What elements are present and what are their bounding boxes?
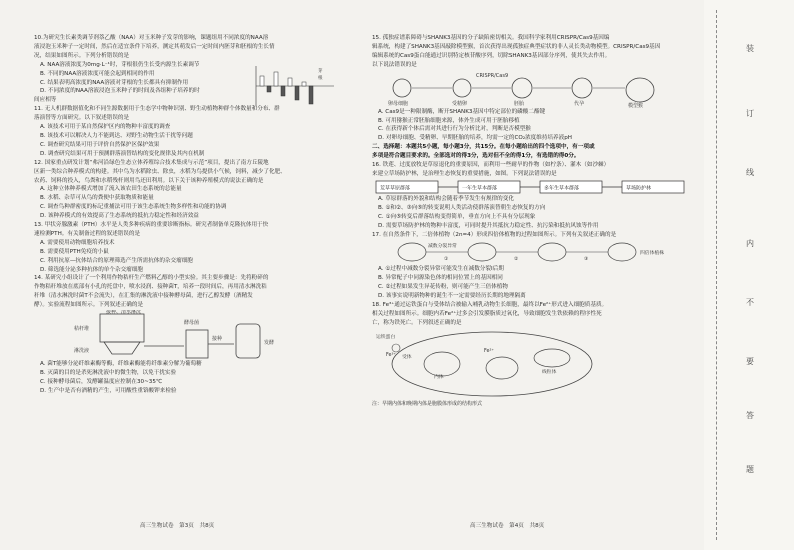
q17-figure [372, 239, 698, 265]
question-line: 农药、饲料的投入，鸟粪和水稻残杆则用鸟还田利用。以下关于该种养殖模式的说法正确的是 [34, 177, 264, 184]
question-line: D. 调查研究结果可用于预测群落演替结构的变化规律及其内在机制 [40, 150, 205, 157]
figure-label: 酵母菌 [184, 320, 200, 327]
figure-label: 卵母细胞 [388, 100, 409, 107]
succession-label: 多年生草本群落 [544, 185, 580, 192]
binding-char: 订 [746, 109, 754, 118]
option-line: B. 可用猕猴正常胚胎细胞来源，体外生成可用于胚胎移植 [378, 117, 520, 124]
figure-label: 模型猴 [628, 102, 644, 108]
binding-char: 答 [746, 411, 754, 421]
question-line: B. 该技术可以解决人力不能到达、对野生动物生活干扰等问题 [40, 132, 193, 139]
figure-label: 秸杆堆 [74, 326, 90, 333]
question-line: C. 利用抗原—抗体结合的原理筛选产生所需抗体的杂交瘤细胞 [40, 257, 193, 264]
option-line: D. 生产中是否有酒精的产生，可用酸性重铬酸钾来检验 [40, 387, 177, 394]
section-rule: 多项是符合题目要求的。全部选对的得3分，选对但不全的得1分，有选错的得0分。 [372, 153, 580, 160]
question-line: 15. 孤独症谱系障碍与SHANK3基因的分子缺陷密切相关。我国科学家利用CRISPR/Cas9基因编 [372, 35, 610, 41]
chart-bar [260, 76, 264, 86]
figure-label: 线粒体 [542, 369, 557, 375]
question-line: 16. 铁莲、过度放牧是草原退化的重要原因，而利用一些耐旱的作物（如柠条）、灌木（如沙棘） [372, 162, 610, 169]
question-line: D. 不同浓度的NAA溶液浸泡玉米种子的时间及各组种子培养的时 [40, 88, 200, 95]
figure-label: 代孕 [574, 100, 585, 107]
q16-chain [372, 179, 698, 195]
left-q14-options [34, 360, 356, 396]
question-line: A. 该技术可用于某自然保护区内的物种丰富度的调查 [40, 124, 171, 131]
figure-label: 四倍体植株 [640, 251, 664, 257]
figure-label: 发酵 [264, 340, 275, 347]
question-line: 10.为研究生长素类调节剂萘乙酸（NAA）对玉米种子发芽的影响，课题组用不同浓度的NAA溶 [34, 35, 269, 41]
option-line: B. 灭菌的目的是杀死淋洗液中的微生物，以免干扰实验 [40, 370, 177, 376]
question-line: 12. 国家重点研发计划“弗河沿绿色生态立体养殖综合技术集成与示范”项目，提出了南方丘陵地 [34, 159, 269, 166]
option-line: B. ①和②、③向⑤的转变说明人类活动使群落演替朝生态恢复的方向 [378, 204, 546, 211]
question-line: A. 这种立体种养模式增加了流入该农田生态系统的总能量 [40, 186, 182, 193]
q18-caption: 注：早期内体和晚期内体是胞膜体形成的结构形式 [372, 400, 483, 407]
option-line: D. 该事实说明新物种的诞生不一定需要经历长期的地理隔离 [378, 293, 526, 300]
page-footer-left: 高三生物试卷 第3页 共8页 [140, 523, 215, 529]
q15-figure [372, 70, 698, 108]
binding-dash-line [716, 10, 717, 540]
q14-figure [34, 310, 356, 360]
question-line: C. 结果表明高浓度的NAA溶液对芽根的生长都具有抑制作用 [40, 79, 189, 86]
question-line: A. NAA溶液浓度为0mg·L⁻¹时，芽根很仍生长受内源生长素调节 [40, 61, 200, 68]
chart-bar [281, 86, 285, 96]
question-line: 速检测PTH。有关制备过程的叙述错误的是 [34, 230, 141, 237]
question-line: 以下说法错误的是 [372, 61, 417, 68]
option-line: B. 异常配子中同源染色体的相同位置上的基因相同 [378, 275, 503, 282]
q10-chart [250, 62, 340, 112]
question-line: 液浸泡玉米种子一定时间，然后在适宜条件下培养，测定其萌发后一定时间内胚芽和胚根的生长情 [34, 43, 275, 50]
question-line: 酵）。实验流程如图所示。下列叙述正确的是 [34, 302, 144, 309]
option-line: C. 在获得新个体后需对其进行行为分析比对，判断是否模型猴 [378, 126, 531, 133]
option-line: A. Cas9是一种限制酶，断开SHANK3基因中特定部位的磷酸二酯键 [378, 108, 546, 115]
question-line: 17. 在自然条件下，二倍体植物（2n=4）形成四倍体植物的过程如图所示。下列有关叙述正确的是 [372, 231, 617, 238]
figure-label: Fe²⁺ [484, 348, 494, 354]
binding-char: 线 [746, 168, 754, 178]
option-line: C. ②过程如果发生异花传粉，则可能产生三倍体植物 [378, 284, 508, 291]
question-line: 相关过程如图所示。细胞内若Fe²⁺过多会引发膜脂质过氧化，导致细胞发生铁依赖的程序性死 [372, 310, 602, 317]
chart-bar [288, 78, 292, 86]
binding-char: 装 [746, 44, 754, 54]
question-line: 18. Fe³⁺通过运铁蛋白与受体结合被输入哺乳动物生长细胞，最终以Fe²⁺形式进入细胞质基质。 [372, 302, 608, 309]
chart-bar [295, 86, 299, 100]
figure-label: ② [514, 257, 519, 263]
question-line: 亡，称为铁死亡。下列叙述正确的是 [372, 319, 462, 326]
figure-label: 受体 [402, 354, 412, 360]
option-line: D. 对卵母细胞、受精卵、早期胚胎的培养，均需一定的CO₂浓度维持培养液pH [378, 135, 572, 142]
q18-figure [372, 328, 698, 400]
question-line: C. 调查鸟种群密度的标记重捕法可用于该生态系统生物多样性和功能的协调 [40, 204, 227, 211]
question-line: 间应相等 [34, 97, 57, 104]
question-line: B. 不同的NAA溶液浓度可能会起到相同的作用 [40, 70, 155, 77]
succession-label: 荒草草原群落 [380, 185, 411, 192]
question-line: 辑系统，构建了SHANK3基因敲除模型猴，首次获得出现孤独症典型症状的非人灵长类动物模型。CRISPR/Cas9基因 [372, 43, 661, 50]
figure-label: 胚胎 [514, 100, 525, 107]
chart-legend: 根 [318, 76, 323, 81]
option-line: C. ①向⑤转变后群落结构变得简单，垂直方向上不具有分层现象 [378, 213, 536, 220]
question-line: D. 该种养模式的有效提高了生态系统的抵抗力稳定性和经济效益 [40, 213, 199, 220]
succession-label: 一年生草本群落 [462, 185, 498, 192]
question-line: 区新一类综合种养模式的构建。其中鸟为水稻除虫、除虫，水稻为鸟提供小气候，饲料，减少了化肥、 [34, 168, 286, 175]
figure-label: 接种、清水淋洗 [106, 310, 142, 316]
chart-bar [267, 86, 271, 92]
option-line: D. 需要草场防护林的物种丰富度，可同时提升其抵抗力稳定性、抗污染和抵抗风蚀等作用 [378, 222, 599, 229]
binding-char: 题 [746, 465, 754, 475]
question-line: 况，结果如图所示。下列分析错误的是 [34, 52, 130, 59]
question-line: 11. 无人机群数据值化和不同生源数据用于生态学中物种识别、野生动植物种群个体数量和分布、群 [34, 106, 280, 113]
figure-label: 接种 [212, 336, 223, 343]
question-line: 来建立草场防护林，是治理生态恢复的重要措施，如图。下列说法错误的是 [372, 170, 557, 177]
section-title: 二、选择题：本题共5小题，每小题3分，共15分。在每小题给出的四个选项中，有一项或 [372, 144, 595, 151]
page-footer-right: 高三生物试卷 第4页 共8页 [470, 523, 545, 529]
question-line: B. 水稻、杂草可从鸟的粪便中获取物质和能量 [40, 195, 154, 202]
question-line: 13. 甲状旁腺激素（PTH）水平是人类多种疾病的重要诊断指标。研究者制备单克隆抗体用于快 [34, 222, 269, 229]
question-line: A. 需要使用动物细胞培养技术 [40, 239, 115, 246]
figure-label: 内体 [434, 374, 444, 380]
fermentation-flow-diagram [34, 310, 356, 360]
figure-label: Fe³⁺ [386, 352, 396, 358]
figure-label: 减数分裂异常 [428, 244, 457, 250]
question-line: C. 调查研究结果可用于评价自然保护区保护效果 [40, 141, 160, 148]
page-right [372, 34, 698, 409]
figure-label: ① [444, 257, 449, 263]
chart-bar [302, 82, 306, 86]
succession-label: 草场防护林 [626, 185, 652, 192]
chart-bar [274, 72, 278, 86]
option-line: A. 草原群落的外貌和结构会随着季节发生有规律的变化 [378, 195, 514, 202]
figure-label: CRISPR/Cas9 [476, 72, 509, 79]
option-line: C. 接种酵母菌后，发酵罐温度应控制在30~35℃ [40, 378, 163, 385]
binding-char: 内 [746, 238, 754, 248]
chart-bar [309, 86, 313, 104]
figure-label: ③ [584, 257, 589, 263]
option-line: A. ①过程中减数分裂异常可能发生在减数分裂Ⅰ后期 [378, 266, 504, 273]
figure-label: 受精卵 [452, 100, 468, 107]
question-line: 14. 某研究小组设计了一个利用作物秸杆生产燃料乙醇的小型实验。其主要步骤是：先将粉碎的 [34, 275, 269, 282]
question-line: 秆堆（清水淋洗时菌T不会流失），在汇集的淋洗液中接种酵母菌，进行乙醇发酵（酒精发 [34, 293, 253, 300]
question-line: D. 筛选能分泌多种抗体的单个杂交瘤细胞 [40, 266, 143, 273]
question-line: 编辑系统的Cas9蛋白能通过识别特定核苷酸序列，切除SHANK3基因部分序列，使其失去作用。 [372, 52, 611, 59]
binding-char: 要 [746, 357, 754, 367]
question-line: 作物秸秆堆放在底部有小孔的托盘中，喷水浸润、接种菌T，培养一段时间后，再用清水淋洗秸 [34, 284, 267, 291]
chart-legend: 芽 [318, 69, 323, 74]
figure-label: 运铁蛋白 [376, 334, 396, 340]
option-line: A. 菌T能够分泌纤维素酶等酶，纤维素酶能将纤维素分解为葡萄糖 [40, 361, 202, 368]
question-line: B. 需要使用PTH免疫的小鼠 [40, 248, 109, 255]
question-line: 落演替等方面研究。以下叙述错误的是 [34, 115, 130, 122]
figure-label: 淋洗液 [74, 348, 90, 355]
binding-char: 不 [746, 298, 754, 307]
